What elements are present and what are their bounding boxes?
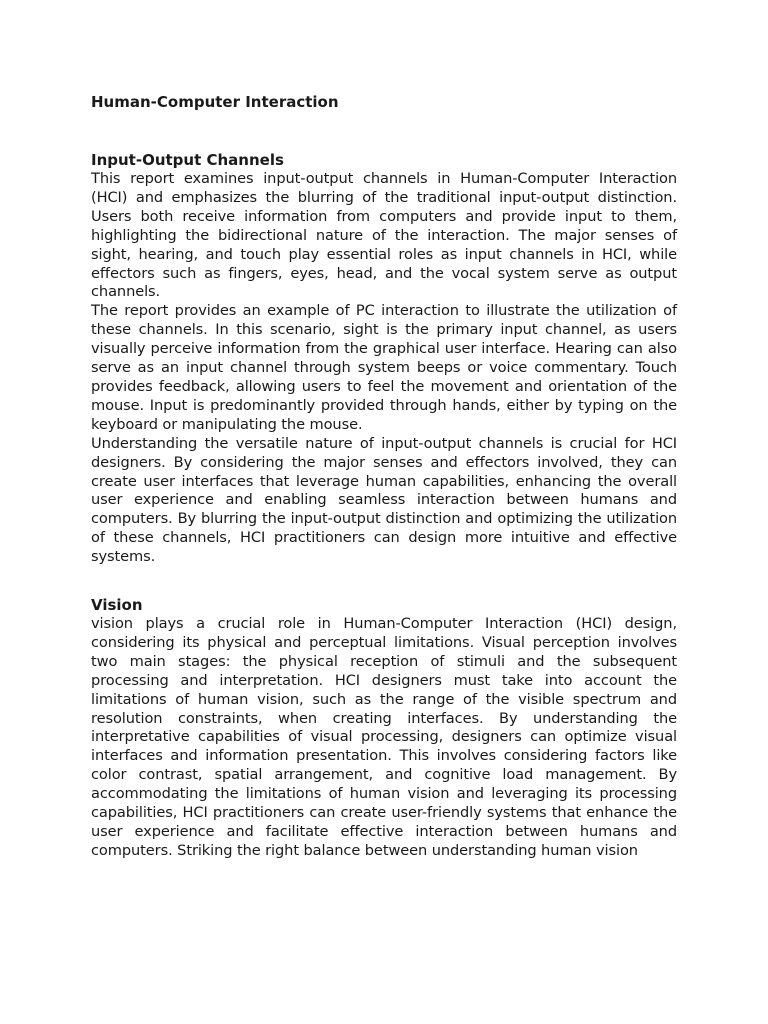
paragraph-vision-1: vision plays a crucial role in Human-Computer Interaction (HCI) design, considering its physical and perceptual limitations. Visual perception involves two main stages: the physical reception of stimuli and the subsequent processing and interpretation. HCI designers must take into account the limitations of human vision, such as the range of the visible spectrum and resolution constraints, when creating interfaces. By understanding the interpretative capabilities of visual processing, designers can optimize visual interfaces and information presentation. This involves considering factors like color contrast, spatial arrangement, and cognitive load management. By accommodating the limitations of human vision and leveraging its processing capabilities, HCI practitioners can create user-friendly systems that enhance the user experience and facilitate effective interaction between humans and computers. Striking the right balance between understanding human vision [91, 615, 677, 859]
document-page [91, 93, 677, 861]
section-heading-input-output: Input-Output Channels [91, 151, 284, 169]
document-title: Human-Computer Interaction [91, 93, 339, 111]
paragraph-input-output-2: The report provides an example of PC interaction to illustrate the utilization of these channels. In this scenario, sight is the primary input channel, as users visually perceive information from the graphical user interface. Hearing can also serve as an input channel through system beeps or voice commentary. Touch provides feedback, allowing users to feel the movement and orientation of the mouse. Input is predominantly provided through hands, either by typing on the keyboard or manipulating the mouse. [91, 302, 677, 433]
paragraph-input-output-1: This report examines input-output channels in Human-Computer Interaction (HCI) and emphasizes the blurring of the traditional input-output distinction. Users both receive information from computers and provide input to them, highlighting the bidirectional nature of the interaction. The major senses of sight, hearing, and touch play essential roles as input channels in HCI, while effectors such as fingers, eyes, head, and the vocal system serve as output channels. [91, 170, 677, 301]
section-heading-vision: Vision [91, 596, 143, 615]
paragraph-input-output-3: Understanding the versatile nature of input-output channels is crucial for HCI designers. By considering the major senses and effectors involved, they can create user interfaces that leverage human capabilities, enhancing the overall user experience and enabling seamless interaction between humans and computers. By blurring the input-output distinction and optimizing the utilization of these channels, HCI practitioners can design more intuitive and effective systems. [91, 434, 677, 566]
